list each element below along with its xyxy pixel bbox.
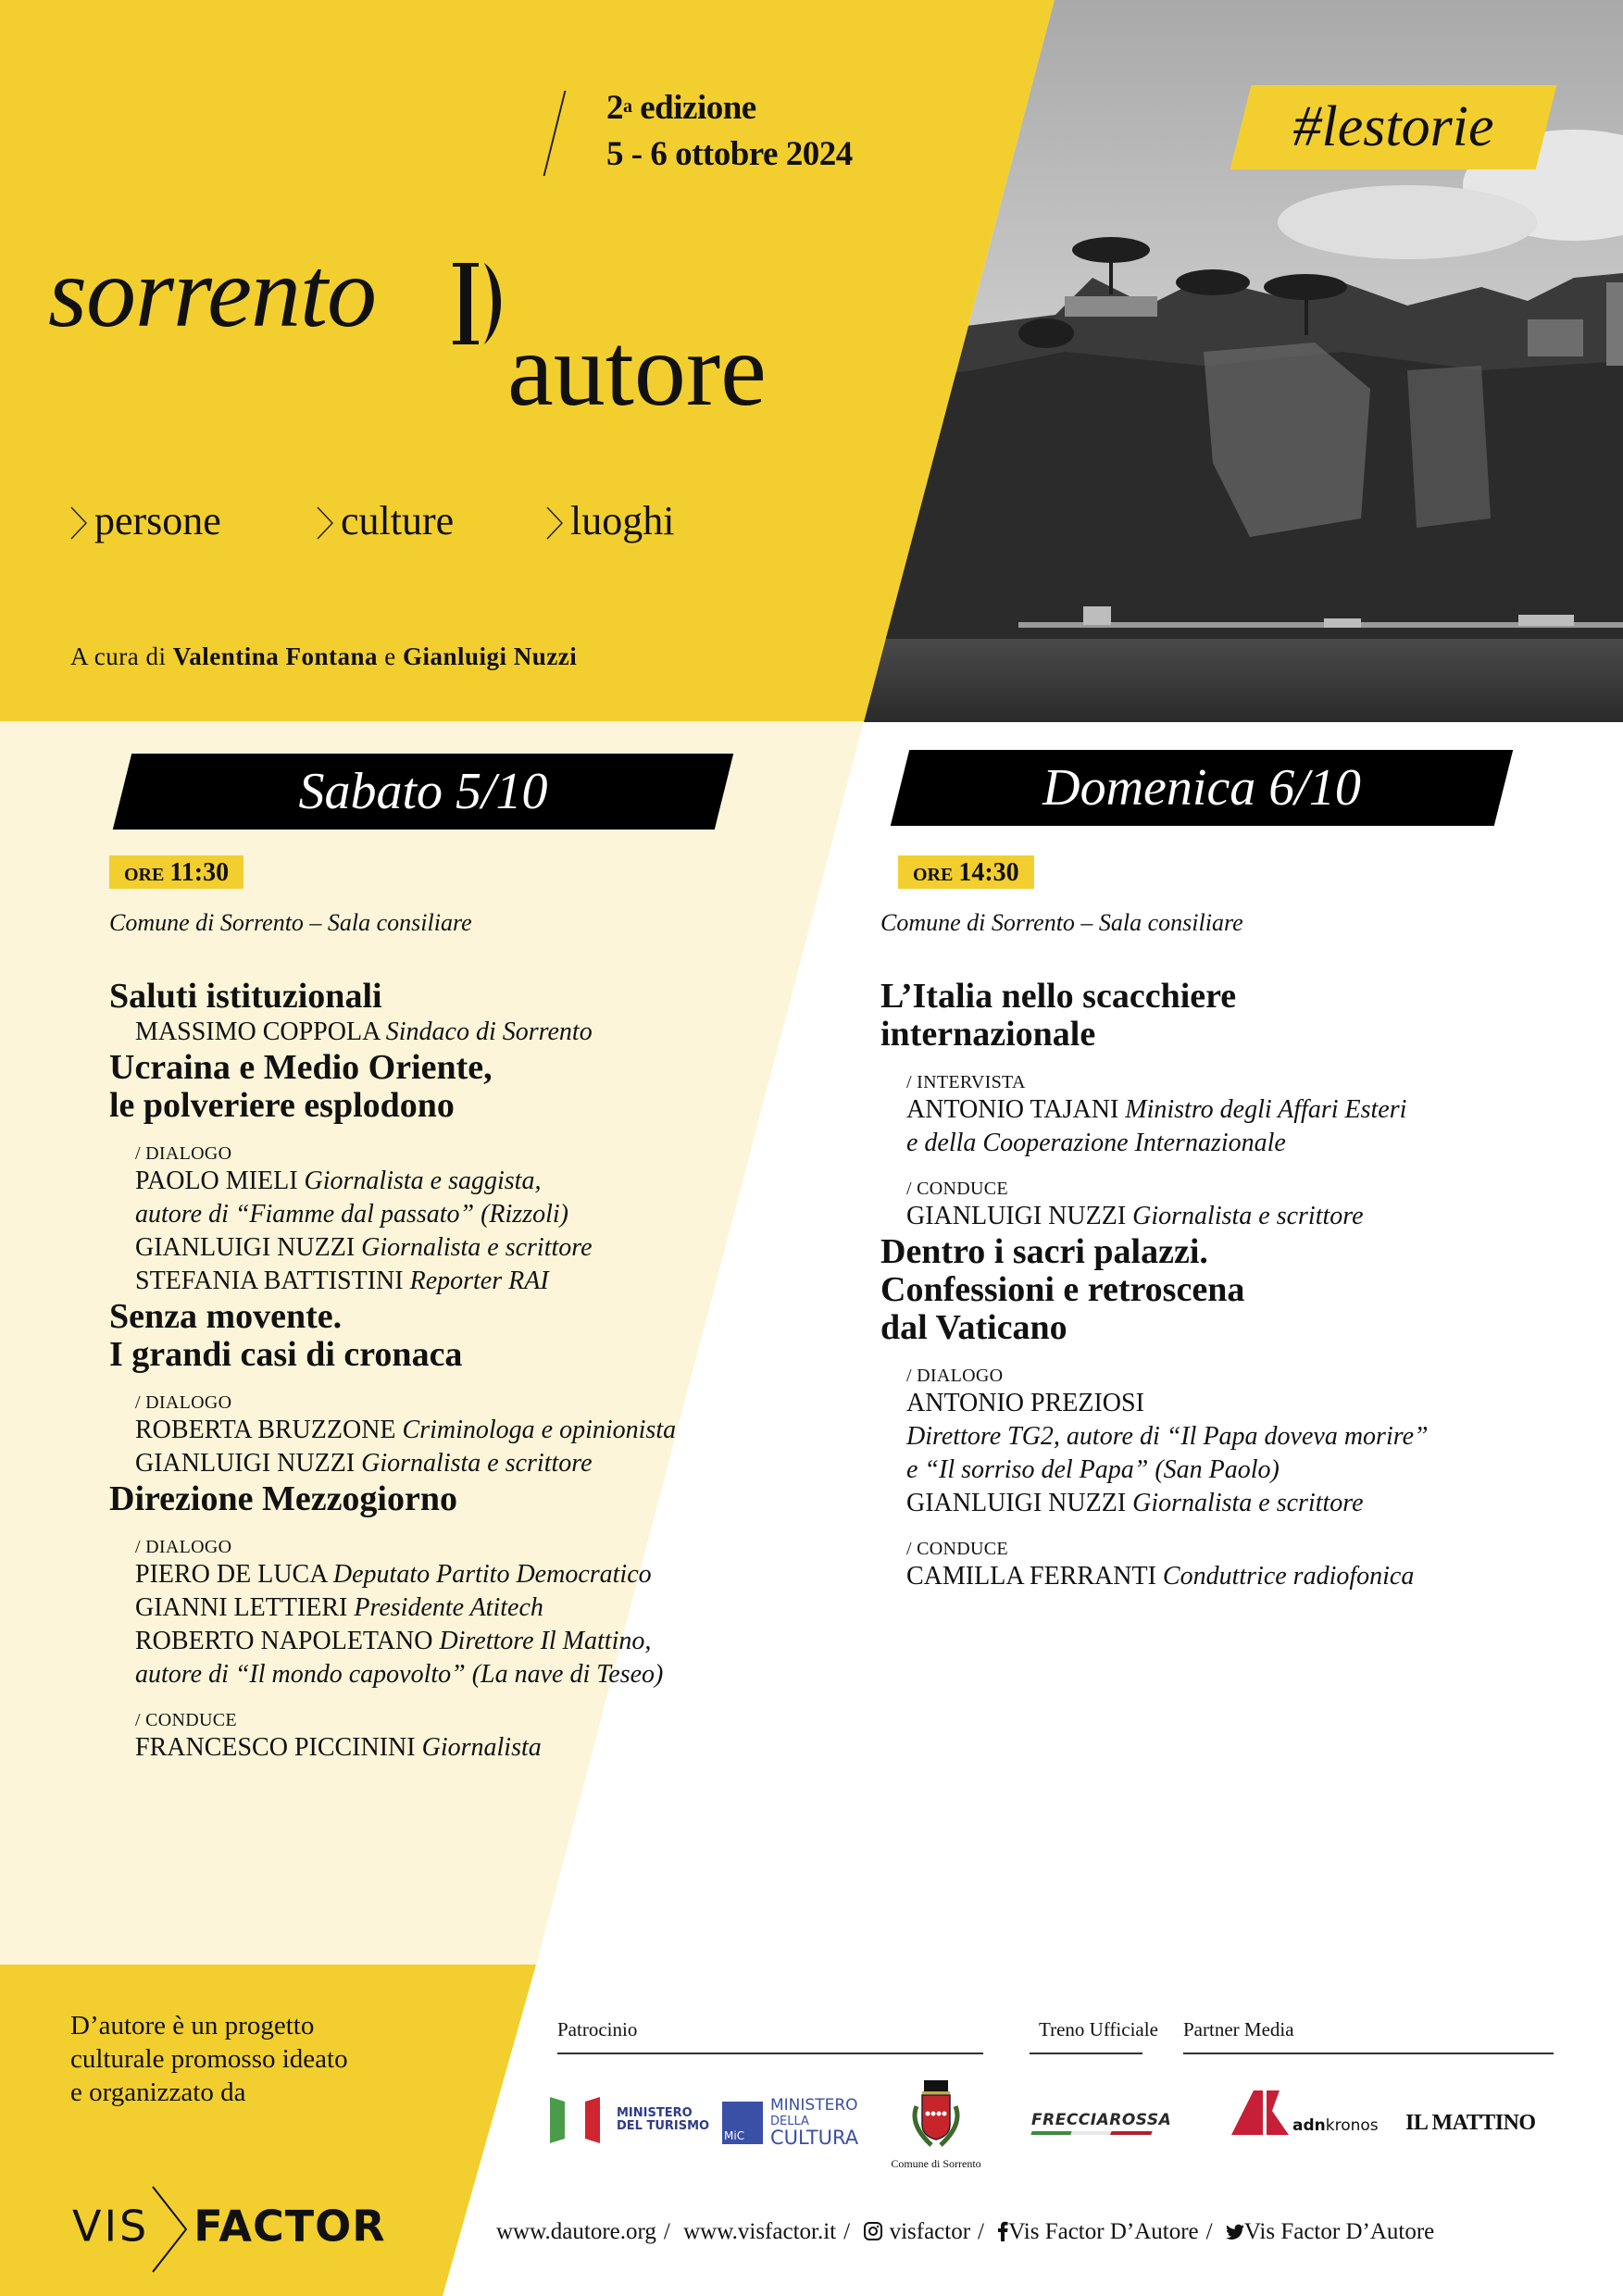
- link-visfactor[interactable]: www.visfactor.it: [683, 2219, 837, 2244]
- divider: [1183, 2053, 1554, 2054]
- divider: [557, 2053, 983, 2054]
- treno-label: Treno Ufficiale: [1039, 2018, 1158, 2040]
- coat-of-arms-icon: [904, 2078, 968, 2152]
- speaker: PIERO DE LUCA Deputato Partito Democratico: [135, 1560, 652, 1589]
- event-italia-scacchiere: L’Italia nello scacchiere internazionale / INTERVISTA ANTONIO TAJANI Ministro degli Affari Esteri e della Cooperazione Internazionale / CONDUCE GIANLUIGI NUZZI Giornalista e scrittore: [880, 978, 1621, 1233]
- speaker: PAOLO MIELI Giornalista e saggista, autore di “Fiamme dal passato” (Rizzoli): [135, 1167, 568, 1229]
- speaker: ANTONIO PREZIOSI Direttore TG2, autore di “Il Papa doveva morire” e “Il sorriso del Papa” (San Paolo): [906, 1389, 1429, 1484]
- hashtag-badge: [1230, 85, 1557, 169]
- logo-d-mark-icon: [451, 256, 506, 364]
- logo-ministero-cultura: MiC MINISTERO DELLA CULTURA: [724, 2096, 859, 2149]
- footer-links: www.dautore.org / www.visfactor.it / visfactor / Vis Factor D’Autore / Vis Factor D’Autore: [496, 2219, 1435, 2244]
- saturday-time-badge: ORE 11:30: [109, 855, 243, 889]
- chevron-right-icon: [151, 2185, 188, 2274]
- tagline-item-luoghi: luoghi: [546, 495, 674, 547]
- chevron-right-icon: [317, 506, 333, 540]
- instagram-link[interactable]: visfactor: [863, 2219, 970, 2244]
- twitter-link[interactable]: Vis Factor D’Autore: [1226, 2219, 1434, 2244]
- saturday-day-banner: Sabato 5/10: [113, 754, 733, 830]
- patrocinio-label: Patrocinio: [557, 2018, 638, 2040]
- instagram-icon: [863, 2221, 883, 2241]
- speaker: ROBERTA BRUZZONE Criminologa e opinionista: [135, 1416, 677, 1444]
- hashtag-text: #lestorie: [1292, 95, 1494, 158]
- event-saluti: Saluti istituzionali MASSIMO COPPOLA Sindaco di Sorrento: [109, 978, 850, 1049]
- tagline-item-persone: persone: [70, 495, 221, 547]
- event-dentro-sacri-palazzi: Dentro i sacri palazzi. Confessioni e retroscena dal Vaticano / DIALOGO ANTONIO PREZIOSI Direttore TG2, autore di “Il Papa doveva morire” e “Il sorriso del Papa” (San Paolo) GIANLUIGI NUZZI Giornalista e scrittore / CONDUCE CAMILLA FERRANTI Conduttrice radiofonica: [880, 1233, 1621, 1593]
- sunday-time-badge: ORE 14:30: [898, 855, 1034, 889]
- speaker: FRANCESCO PICCININI Giornalista: [135, 1733, 542, 1762]
- speaker: STEFANIA BATTISTINI Reporter RAI: [135, 1267, 549, 1295]
- logo-adnkronos: adnkronos: [1231, 2090, 1379, 2135]
- logo-sorrento: sorrento: [48, 238, 377, 348]
- link-dautore[interactable]: www.dautore.org: [496, 2219, 656, 2244]
- mic-mark-icon: MiC: [722, 2102, 763, 2144]
- event-senza-movente: Senza movente. I grandi casi di cronaca / DIALOGO ROBERTA BRUZZONE Criminologa e opinionista GIANLUIGI NUZZI Giornalista e scrittore: [109, 1298, 850, 1480]
- sunday-venue: Comune di Sorrento – Sala consiliare: [880, 909, 1243, 936]
- logo-comune-sorrento: Comune di Sorrento: [887, 2078, 985, 2171]
- speaker: ANTONIO TAJANI Ministro degli Affari Esteri e della Cooperazione Internazionale: [906, 1095, 1407, 1157]
- sunday-day-banner: Domenica 6/10: [891, 750, 1513, 826]
- event-dates: 5 - 6 ottobre 2024: [606, 135, 853, 173]
- speaker: ROBERTO NAPOLETANO Direttore Il Mattino, autore di “Il mondo capovolto” (La nave di Teseo): [135, 1627, 664, 1689]
- adnkronos-mark-icon: [1231, 2090, 1291, 2135]
- vis-factor-logo: VIS FACTOR: [72, 2185, 386, 2274]
- event-ucraina: Ucraina e Medio Oriente, le polveriere esplodono / DIALOGO PAOLO MIELI Giornalista e saggista, autore di “Fiamme dal passato” (Rizzoli) GIANLUIGI NUZZI Giornalista e scrittore STEFANIA BATTISTINI Reporter RAI: [109, 1049, 850, 1298]
- speaker: MASSIMO COPPOLA Sindaco di Sorrento: [135, 1017, 593, 1046]
- tricolor-stripe: [1030, 2131, 1152, 2135]
- media-label: Partner Media: [1183, 2018, 1294, 2040]
- logo-frecciarossa: FRECCIAROSSA: [1031, 2111, 1152, 2135]
- logo-autore: autore: [507, 313, 767, 428]
- facebook-icon: [997, 2221, 1008, 2241]
- chevron-right-icon: [546, 506, 563, 540]
- italian-flag-icon: [550, 2097, 606, 2143]
- speaker: GIANLUIGI NUZZI Giornalista e scrittore: [906, 1489, 1364, 1517]
- logo-ministero-turismo: MINISTERO DEL TURISMO: [550, 2097, 709, 2143]
- speaker: GIANLUIGI NUZZI Giornalista e scrittore: [135, 1233, 593, 1262]
- curators-line: A cura di Valentina Fontana e Gianluigi Nuzzi: [70, 643, 578, 670]
- logo-il-mattino: IL MATTINO: [1405, 2111, 1536, 2135]
- twitter-bird-icon: [1226, 2224, 1244, 2240]
- edition-info: [606, 85, 853, 178]
- edition-number: 2$^a$ edizione: [606, 89, 756, 127]
- chevron-right-icon: [70, 506, 87, 540]
- saturday-schedule: [109, 978, 850, 1765]
- promo-text: D’autore è un progetto culturale promosso ideato e organizzato da: [70, 2011, 348, 2107]
- speaker: GIANLUIGI NUZZI Giornalista e scrittore: [906, 1202, 1364, 1230]
- speaker: GIANNI LETTIERI Presidente Atitech: [135, 1593, 543, 1622]
- divider: [1030, 2053, 1142, 2054]
- sunday-schedule: [880, 978, 1621, 1593]
- tagline-item-culture: culture: [317, 495, 454, 547]
- event-direzione-mezzogiorno: Direzione Mezzogiorno / DIALOGO PIERO DE LUCA Deputato Partito Democratico GIANNI LETTIERI Presidente Atitech ROBERTO NAPOLETANO Direttore Il Mattino, autore di “Il mondo capovolto” (La nave di Teseo) / CONDUCE FRANCESCO PICCININI Giornalista: [109, 1480, 850, 1765]
- facebook-link[interactable]: Vis Factor D’Autore: [997, 2219, 1198, 2244]
- saturday-venue: Comune di Sorrento – Sala consiliare: [109, 909, 472, 936]
- speaker: CAMILLA FERRANTI Conduttrice radiofonica: [906, 1562, 1415, 1591]
- speaker: GIANLUIGI NUZZI Giornalista e scrittore: [135, 1449, 593, 1478]
